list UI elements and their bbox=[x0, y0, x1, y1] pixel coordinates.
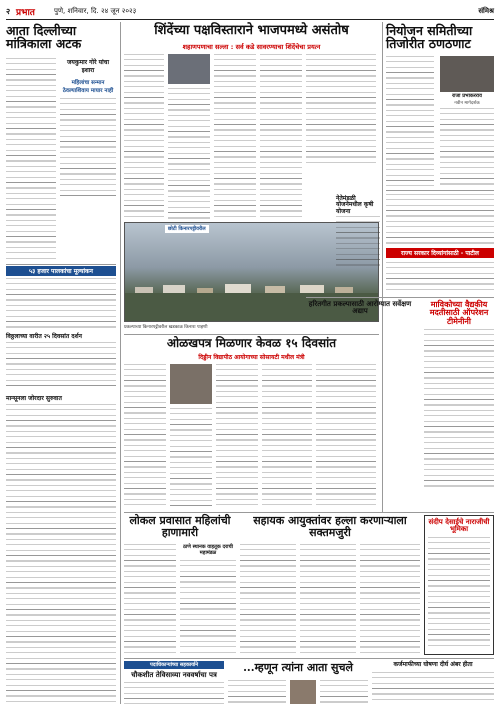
brief-heading-bar: ५३ हजार पालकांचा मूल्यांकन bbox=[6, 266, 116, 276]
politician-photo bbox=[168, 54, 210, 84]
assistant-commissioner-headline: सहायक आयुक्तांवर हल्ला करणाऱ्याला सक्तमजुरी bbox=[253, 514, 407, 539]
col1-headline: आता दिल्लीच्या मांत्रिकाला अटक bbox=[6, 23, 82, 52]
page-masthead bbox=[6, 4, 494, 20]
id-card-headline: ओळखपत्र मिळणार केवळ १५ दिवसांत bbox=[166, 336, 337, 350]
col1-boxed-story bbox=[60, 58, 116, 200]
bottom-left-text bbox=[124, 682, 224, 704]
assault-text-c bbox=[360, 544, 420, 654]
side-box-headline: संदीप देसाईचे नाराजीची भूमिका bbox=[428, 517, 490, 534]
bottom-left-kicker: पदाधिकाऱ्यांच्या सहकार्याने bbox=[124, 661, 224, 669]
bottom-center-photo bbox=[290, 680, 316, 704]
main-subheadline: शहाणपणाचा सल्ला : सर्व कडे सावरण्याचा शिंदेंचेचा प्रयत्न bbox=[182, 43, 321, 51]
bottom-center-text-b bbox=[320, 680, 368, 704]
bottom-right-text bbox=[372, 672, 494, 704]
page-number: २ bbox=[6, 7, 11, 16]
col3-headline: नियोजन समितीच्या तिजोरीत ठणठणाट bbox=[386, 23, 473, 52]
assault-text-a bbox=[240, 544, 296, 654]
photo-caption: प्रकल्पाच्या किनारपट्टीवरील खडकाळ किनारा पाहणी bbox=[124, 325, 208, 330]
col3-text-b bbox=[440, 108, 494, 186]
official-title: नवीन मार्गदर्शक bbox=[454, 101, 480, 106]
col3-mini-box bbox=[424, 300, 494, 510]
col1-story-text bbox=[6, 58, 56, 263]
brief-heading-3: मान्सूनला जोरदार सुरुवात bbox=[6, 395, 62, 402]
main-story-col-d bbox=[260, 54, 302, 219]
side-box bbox=[424, 515, 494, 655]
side-box-text bbox=[428, 537, 490, 647]
main-story-col-e bbox=[306, 54, 376, 164]
col3-text-a bbox=[386, 56, 434, 186]
section-label: संमिश्र bbox=[478, 7, 494, 15]
brief-text-1 bbox=[6, 278, 116, 328]
id-story-col-a bbox=[124, 364, 166, 509]
bottom-left-headline: चौकशीत तेविसाव्या नववर्षाचा पत्र bbox=[131, 670, 217, 679]
bottom-center-text-a bbox=[228, 680, 286, 704]
id-card-subheadline: दिड्डीन विद्यापीठ आयोगाच्या सोसायटी मधील मंत्री bbox=[198, 354, 305, 361]
main-headline: शिंदेंच्या पक्षविस्ताराने भाजपमध्ये असंतोष bbox=[154, 23, 349, 38]
bottom-center-headline: ...म्हणून त्यांना आता सुचले bbox=[243, 661, 353, 674]
id-story-col-d bbox=[262, 364, 312, 509]
brief-text-2 bbox=[6, 342, 116, 390]
col3-story1-text bbox=[336, 216, 380, 266]
newspaper-logo: प्रभात bbox=[16, 8, 35, 18]
local-train-text-a bbox=[124, 544, 176, 654]
local-train-subhead: ठाणे स्थानक वाहतूक दराची महामंडळ bbox=[183, 544, 233, 556]
main-story-col-c bbox=[214, 54, 256, 219]
photo-label: छोटी किनारपट्टीवरील bbox=[165, 225, 209, 233]
issue-date: पुणे, शनिवार, दि. २४ जून २०२३ bbox=[54, 7, 137, 15]
col3-mini-text bbox=[424, 329, 494, 489]
main-story-col-a bbox=[124, 54, 164, 219]
local-train-text-b bbox=[180, 560, 236, 654]
main-story-col-b bbox=[168, 88, 210, 219]
col3-story2-headline: हरितगीत प्रकल्पासाठी आरोग्यात सर्वेक्षण अद्याप bbox=[308, 299, 412, 316]
assault-text-b bbox=[300, 544, 356, 654]
local-train-headline: लोकल प्रवासात महिलांची हाणामारी bbox=[129, 514, 231, 539]
col3-banner-bar: राज्य सरकार दिव्यांगांसाठी - पाटील bbox=[386, 248, 494, 258]
col1-brief-heading bbox=[6, 266, 116, 276]
col3-text-c bbox=[386, 194, 494, 244]
box-subtitle: महिलांचा सन्मान ठेवल्याशिवाय माघार नाही bbox=[62, 80, 114, 94]
id-story-col-b bbox=[170, 408, 212, 509]
brief-heading-2: विठ्ठलाच्या वारीत २५ दिवसांत दर्शन bbox=[6, 333, 82, 340]
col3-banner-text bbox=[386, 262, 494, 294]
box-text bbox=[60, 98, 116, 198]
col3-banner bbox=[386, 248, 494, 258]
id-story-photo bbox=[170, 364, 212, 404]
brief-text-3 bbox=[6, 404, 116, 704]
id-story-col-c bbox=[216, 364, 258, 509]
col3-mini-headline: माविकोच्या वैद्यकीय मदतीसाठी ऑपरेशन टीमेनीनी bbox=[429, 299, 489, 326]
bottom-right-headline: कर्जमाफीच्या घोषणा दीर्घ अंबर हीता bbox=[393, 661, 473, 668]
box-title: जयकुमार गोरे यांचा इशारा bbox=[66, 59, 110, 74]
col3-story1-headline: नेतेमंडळी योजनेमधील कृषी योजना bbox=[336, 195, 374, 215]
official-photo bbox=[440, 56, 494, 92]
id-story-col-e bbox=[316, 364, 376, 509]
official-name: राजा प्रभाकरराव bbox=[452, 93, 482, 99]
